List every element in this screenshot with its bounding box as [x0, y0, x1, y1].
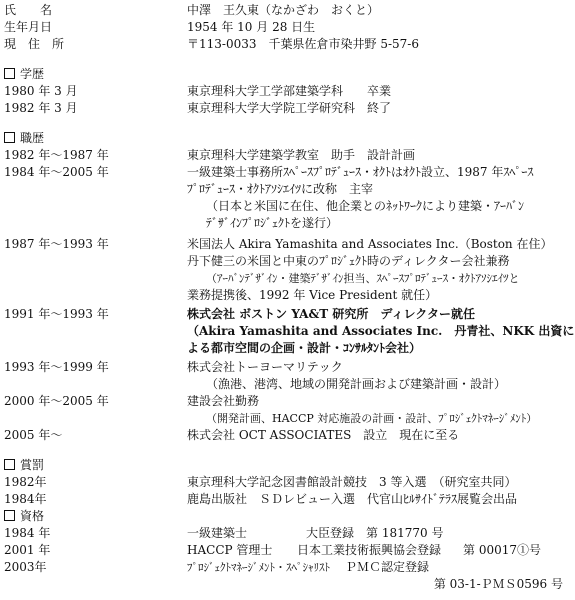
- career-text-continuation: [0, 323, 575, 340]
- checkbox-icon: [4, 510, 15, 521]
- address-label: 現 住 所: [4, 37, 65, 51]
- qualification-date: 1984 年: [4, 526, 51, 540]
- awards-heading-row: [0, 457, 575, 474]
- education-date: 1982 年 3 月: [4, 101, 78, 115]
- education-heading: 学歴: [20, 67, 45, 81]
- career-text: （開発計画、HACCP 対応施設の計画・設計、ﾌﾟﾛｼﾞｪｸﾄﾏﾈｰｼﾞﾒﾝﾄ）: [206, 412, 538, 425]
- career-text-continuation: [0, 181, 575, 198]
- address-value: 〒113-0033 千葉県佐倉市染井野 5-57-6: [187, 37, 419, 51]
- career-date: 2000 年～2005 年: [4, 394, 109, 408]
- career-text: よる都市空間の企画・設計・ｺﾝｻﾙﾀﾝﾄ会社）: [187, 341, 422, 355]
- name-row: [0, 2, 575, 19]
- checkbox-icon: [4, 132, 15, 143]
- qualification-note-row: [0, 576, 575, 593]
- qualification-title: 一級建築士: [187, 526, 248, 540]
- education-heading-row: [0, 66, 575, 83]
- career-text-continuation: [0, 253, 575, 270]
- list-item: [0, 427, 575, 444]
- qualifications-heading: 資格: [20, 509, 45, 523]
- list-item: [0, 559, 575, 576]
- qualification-number: 第 00017①号: [463, 543, 541, 557]
- qualification-date: 2003年: [4, 560, 47, 574]
- awards-heading: 賞罰: [20, 458, 45, 472]
- address-row: [0, 36, 575, 53]
- career-text: 丹下健三の米国と中東のﾌﾟﾛｼﾞｪｸﾄ時のディレクター会社兼務: [187, 254, 510, 268]
- name-value: 中澤 王久東（なかざわ おくと）: [187, 3, 380, 17]
- list-item: [0, 525, 575, 542]
- career-date: 1984 年～2005 年: [4, 165, 109, 179]
- career-date: 1991 年～1993 年: [4, 307, 109, 321]
- career-heading-row: [0, 130, 575, 147]
- list-item: [0, 236, 575, 253]
- career-text: 株式会社 ボストン YA&T 研究所 ディレクター就任: [187, 307, 475, 321]
- career-text: ﾌﾟﾛﾃﾞｭｰｽ・ｵｸﾄｱｿｼｴｲﾂに改称 主宰: [187, 182, 374, 196]
- qualifications-heading-row: [0, 508, 575, 525]
- career-date: 2005 年～: [4, 428, 63, 442]
- name-label: 氏 名: [4, 3, 53, 17]
- career-text-continuation: [0, 198, 575, 215]
- birth-row: [0, 19, 575, 36]
- career-text-continuation: [0, 270, 575, 287]
- career-text: （ｱｰﾊﾞﾝﾃﾞｻﾞｲﾝ・建築ﾃﾞｻﾞｲﾝ担当、ｽﾍﾟｰｽﾌﾟﾛﾃﾞｭｰｽ・ｵｸﾄｱｿｼｴｲﾂと: [206, 272, 520, 285]
- career-text-continuation: [0, 340, 575, 357]
- career-text: 株式会社 OCT ASSOCIATES 設立 現在に至る: [187, 428, 460, 442]
- list-item: [0, 306, 575, 323]
- career-text-continuation: [0, 410, 575, 427]
- career-text-continuation: [0, 376, 575, 393]
- award-text: 東京理科大学記念図書館設計競技 3 等入選 （研究室共同）: [187, 475, 517, 489]
- list-item: [0, 542, 575, 559]
- career-text: （漁港、港湾、地域の開発計画および建築計画・設計）: [206, 377, 507, 391]
- qualification-registry: 大臣登録 第 181770 号: [306, 526, 444, 540]
- education-date: 1980 年 3 月: [4, 84, 78, 98]
- list-item: [0, 359, 575, 376]
- education-text: 東京理科大学工学部建築学科 卒業: [187, 84, 392, 98]
- career-text: （日本と米国に在住、他企業とのﾈｯﾄﾜｰｸにより建築・ｱｰﾊﾞﾝ: [206, 199, 525, 213]
- award-date: 1984年: [4, 492, 47, 506]
- checkbox-icon: [4, 68, 15, 79]
- career-text: 米国法人 Akira Yamashita and Associates Inc.（Boston 在住）: [187, 237, 553, 251]
- career-text: 株式会社トーヨーマリテック: [187, 360, 343, 374]
- career-text: （Akira Yamashita and Associates Inc. 丹青社、NKK 出資に: [187, 324, 575, 338]
- list-item: [0, 100, 575, 117]
- list-item: [0, 164, 575, 181]
- list-item: [0, 393, 575, 410]
- birth-label: 生年月日: [4, 20, 53, 34]
- career-date: 1987 年～1993 年: [4, 237, 109, 251]
- qualification-registry: 日本工業技術振興協会登録: [297, 543, 442, 557]
- list-item: [0, 147, 575, 164]
- career-text: 東京理科大学建築学教室 助手 設計計画: [187, 148, 416, 162]
- qualification-title: HACCP 管理士: [187, 543, 273, 557]
- list-item: [0, 491, 575, 508]
- award-text: 鹿島出版社 ＳＤレビュー入選 代官山ﾋﾙｻｲﾄﾞﾃﾗｽ展覧会出品: [187, 492, 518, 506]
- education-text: 東京理科大学大学院工学研究科 終了: [187, 101, 392, 115]
- qualification-title: ﾌﾟﾛｼﾞｪｸﾄﾏﾈｰｼﾞﾒﾝﾄ・ｽﾍﾟｼｬﾘｽﾄ: [187, 561, 330, 574]
- career-text: 建設会社勤務: [187, 394, 260, 408]
- career-text-continuation: [0, 287, 575, 304]
- award-date: 1982年: [4, 475, 47, 489]
- qualification-registry: ＰＭＣ認定登録: [345, 560, 430, 574]
- checkbox-icon: [4, 459, 15, 470]
- list-item: [0, 83, 575, 100]
- list-item: [0, 474, 575, 491]
- career-heading: 職歴: [20, 131, 45, 145]
- career-text-continuation: [0, 215, 575, 232]
- qualification-date: 2001 年: [4, 543, 51, 557]
- career-date: 1993 年～1999 年: [4, 360, 109, 374]
- birth-value: 1954 年 10 月 28 日生: [187, 20, 316, 34]
- career-date: 1982 年～1987 年: [4, 148, 109, 162]
- qualification-note: 第 03-1-ＰＭＳ0596 号: [433, 577, 563, 591]
- career-text: 一級建築士事務所ｽﾍﾟｰｽﾌﾟﾛﾃﾞｭｰｽ・ｵｸﾄはｵｸﾄ設立、1987 年ｽﾍﾟｰｽ: [187, 165, 534, 179]
- career-text: ﾃﾞｻﾞｲﾝﾌﾟﾛｼﾞｪｸﾄを遂行）: [206, 216, 339, 230]
- career-text: 業務提携後、1992 年 Vice President 就任）: [187, 288, 438, 302]
